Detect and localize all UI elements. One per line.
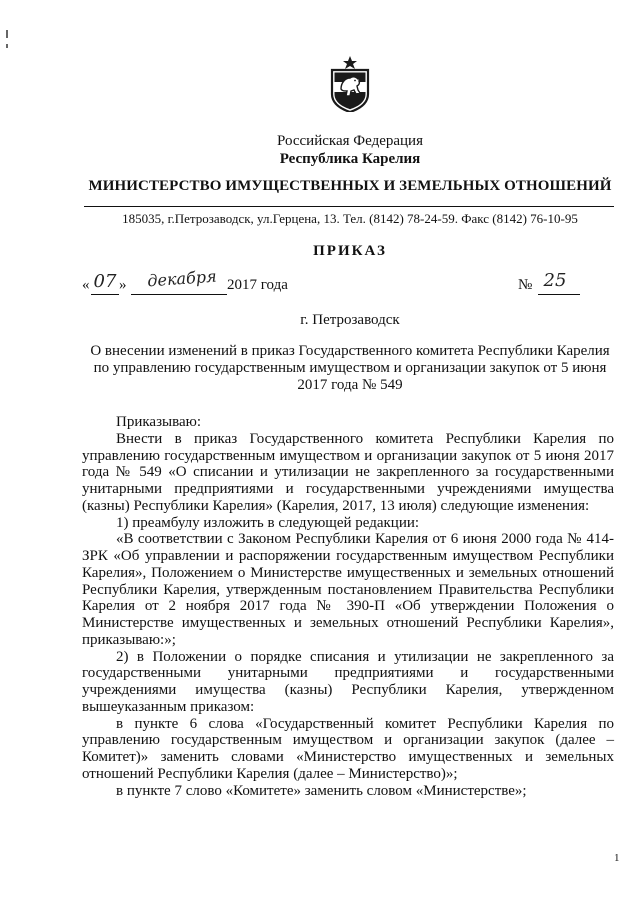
republic-title: Республика Карелия bbox=[279, 151, 421, 167]
order-subject: О внесении изменений в приказ Государственного комитета Республики Карелия по управлению государственным имуществом и организации закупок от 5 июня 2017 года № 549 bbox=[90, 343, 610, 393]
body-paragraph: 2) в Положении о порядке списания и утилизации не закрепленного за государственными унитарными предприятиями и государственными учреждениями имущества (казны) Республики Карелия, утвержденном вышеуказанным приказом: bbox=[82, 648, 614, 715]
federation-title: Российская Федерация bbox=[277, 133, 423, 149]
body-paragraph: «В соответствии с Законом Республики Карелия от 6 июня 2000 года № 414-ЗРК «Об управлении и распоряжении государственным имуществом Республики Карелия», Положением о Министерстве имущественных и земельных отношений Республики Карелия, утвержденным постановлением Правительства Республики Карелия от 2 ноября 2017 года № 390-П «Об утверждении Положения о Министерстве имущественных и земельных отношений Республики Карелия», приказываю:»; bbox=[82, 531, 614, 648]
date-month-underline bbox=[131, 294, 227, 295]
header-divider bbox=[84, 206, 614, 207]
body-paragraph: 1) преамбулу изложить в следующей редакции: bbox=[116, 514, 420, 531]
scan-mark bbox=[6, 44, 8, 48]
body-paragraph: Приказываю: bbox=[116, 414, 201, 430]
body-paragraph: в пункте 6 слова «Государственный комитет Республики Карелия по управлению государственным имуществом и организации закупок (далее – Комитет)» заменить словами «Министерство имущественных и земельных отношений Республики Карелия (далее – Министерство)»; bbox=[82, 715, 614, 782]
date-year: 2017 года bbox=[227, 277, 288, 293]
page-number: 1 bbox=[614, 852, 620, 864]
order-body bbox=[82, 414, 614, 799]
date-month-handwritten: декабря bbox=[146, 266, 218, 291]
city: г. Петрозаводск bbox=[300, 312, 400, 328]
document-type: ПРИКАЗ bbox=[313, 243, 387, 259]
date-day-underline bbox=[91, 294, 119, 295]
body-paragraph: в пункте 7 слово «Комитете» заменить словом «Министерстве»; bbox=[116, 782, 527, 799]
body-paragraph: Внести в приказ Государственного комитета Республики Карелия по управлению государственным имуществом и организации закупок от 5 июня 2017 года № 549 «О списании и утилизации не закрепленного за государственными унитарными предприятиями и государственными учреждениями имущества (казны) Республики Карелия» (Карелия, 2017, 13 июля) следующие изменения: bbox=[82, 430, 614, 514]
date-open-quote: « bbox=[82, 277, 90, 293]
scan-mark bbox=[6, 30, 8, 38]
document-number-handwritten: 25 bbox=[543, 270, 567, 291]
document-number-underline bbox=[538, 294, 580, 295]
coat-of-arms-karelia-icon bbox=[329, 56, 371, 112]
date-close-quote: » bbox=[119, 277, 127, 293]
date-number-line bbox=[82, 266, 612, 299]
date-day-handwritten: 07 bbox=[93, 271, 117, 292]
ministry-address: 185035, г.Петрозаводск, ул.Герцена, 13. Тел. (8142) 78-24-59. Факс (8142) 76-10-95 bbox=[122, 211, 578, 226]
number-sign: № bbox=[518, 277, 533, 293]
ministry-title: МИНИСТЕРСТВО ИМУЩЕСТВЕННЫХ И ЗЕМЕЛЬНЫХ ОТНОШЕНИЙ bbox=[88, 178, 612, 194]
